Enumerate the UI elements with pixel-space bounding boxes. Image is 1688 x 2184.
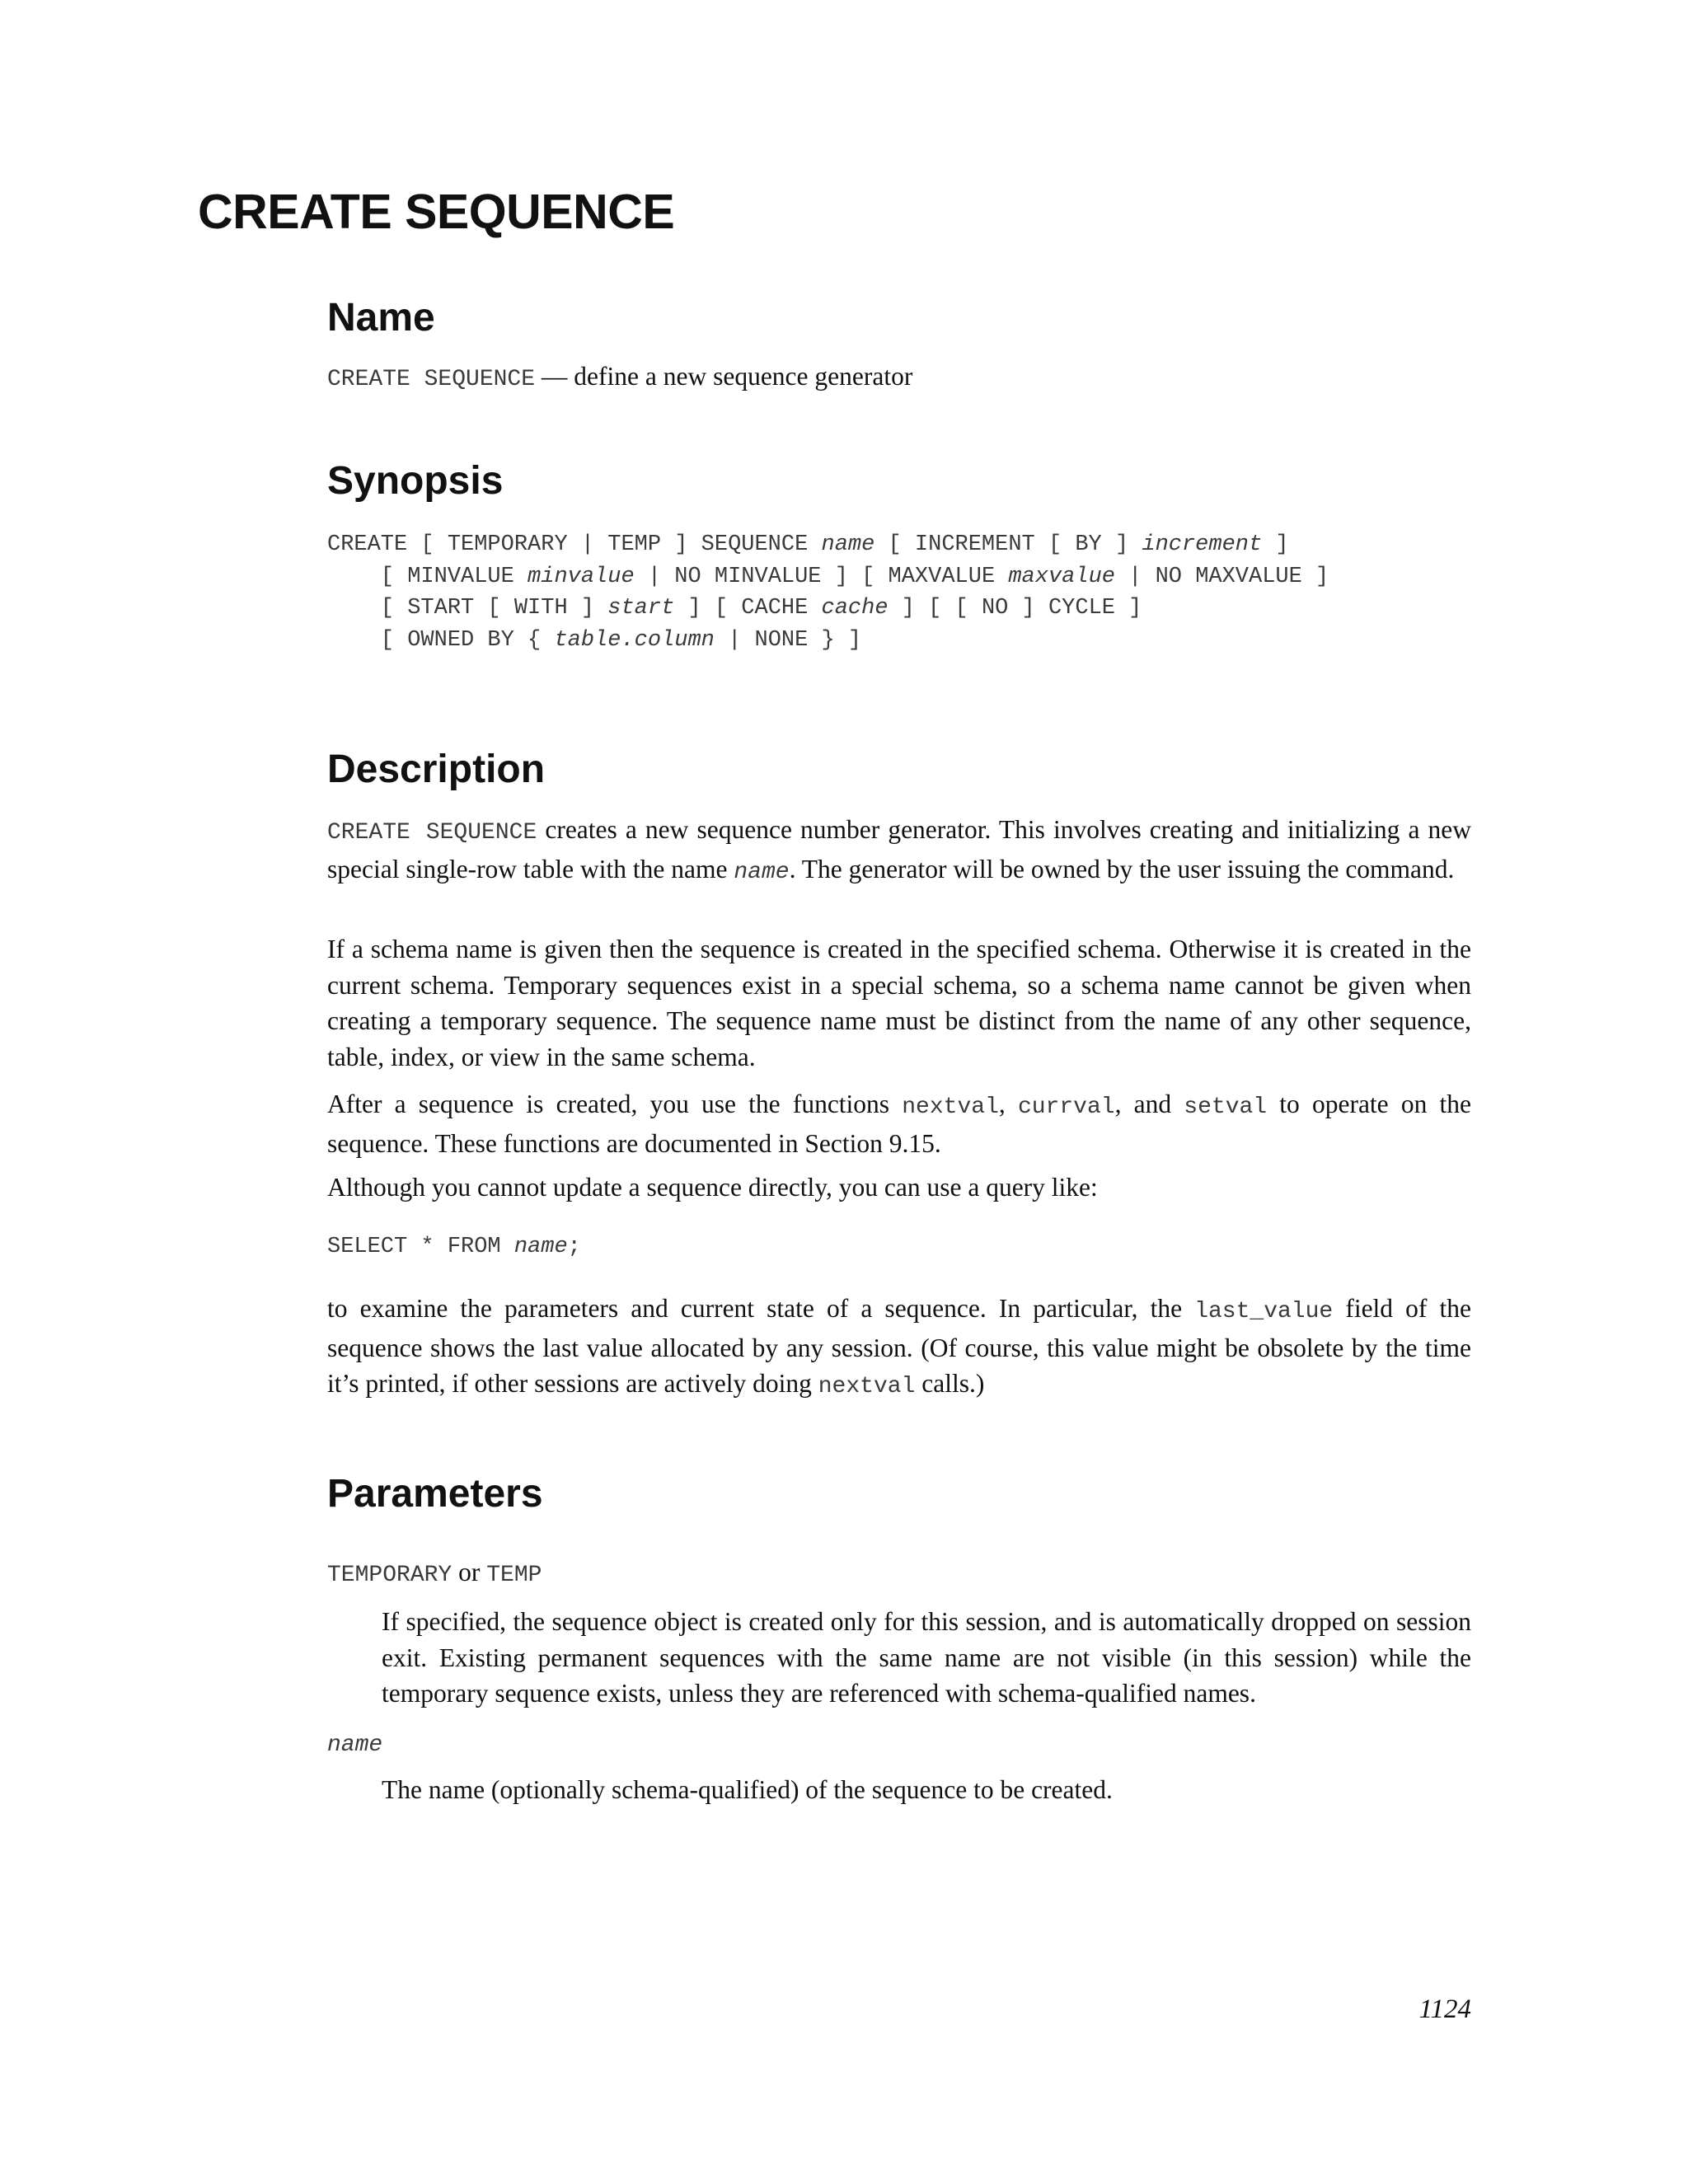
syn-line4: [ OWNED BY { table.column | NONE } ] — [327, 628, 862, 654]
syn-line2: [ MINVALUE minvalue | NO MINVALUE ] [ MAXVALUE maxvalue | NO MAXVALUE ] — [327, 564, 1329, 589]
command-name: CREATE SEQUENCE — [327, 367, 536, 392]
page-title: CREATE SEQUENCE — [198, 185, 675, 239]
param-temporary-term: TEMPORARY or TEMP — [327, 1558, 542, 1588]
description-paragraph-5: to examine the parameters and current state of a sequence. In particular, the last_value field of the sequence shows the last value allocated by any session. (Of course, this value might be obsolete by the time it’s printed, if other sessions are actively doing nextval calls.) — [327, 1294, 1471, 1399]
description-paragraph-2: If a schema name is given then the sequence is created in the specified schema. Otherwise it is created in the current schema. Temporary sequences exist in a special schema, so a schema name cannot be given when creating a temporary sequence. The sequence name must be distinct from the name of any other sequence, table, index, or view in the same schema. — [327, 935, 1471, 1071]
syn-line3: [ START [ WITH ] start ] [ CACHE cache ] [ [ NO ] CYCLE ] — [327, 596, 1142, 621]
syn-line1: CREATE [ TEMPORARY | TEMP ] SEQUENCE name [ INCREMENT [ BY ] increment ] — [327, 532, 1289, 557]
description-paragraph-3: After a sequence is created, you use the functions nextval, currval, and setval to operate on the sequence. These functions are documented in Section 9.15. — [327, 1090, 1471, 1158]
description-paragraph-1: CREATE SEQUENCE creates a new sequence number generator. This involves creating and initializing a new special single-row table with the name name. The generator will be owned by the user issuing the command. — [327, 815, 1472, 885]
param-temporary-description: If specified, the sequence object is created only for this session, and is automatically dropped on session exit. Existing permanent sequences with the same name are not visible (in this session) while the temporary sequence exists, unless they are referenced with schema-qualified names. — [382, 1607, 1471, 1708]
query-example: SELECT * FROM name; — [327, 1235, 581, 1259]
synopsis-code — [327, 529, 1329, 657]
name-line — [327, 359, 1471, 398]
param-name-term: name — [327, 1732, 383, 1758]
name-heading: Name — [327, 296, 435, 340]
page-number: 1124 — [1418, 1994, 1471, 2024]
param-name-description: The name (optionally schema-qualified) of the sequence to be created. — [382, 1775, 1113, 1804]
parameters-heading: Parameters — [327, 1472, 543, 1516]
synopsis-heading: Synopsis — [327, 459, 504, 503]
command-summary: — define a new sequence generator — [541, 362, 913, 391]
description-paragraph-4: Although you cannot update a sequence directly, you can use a query like: — [327, 1173, 1098, 1202]
description-heading: Description — [327, 748, 546, 791]
